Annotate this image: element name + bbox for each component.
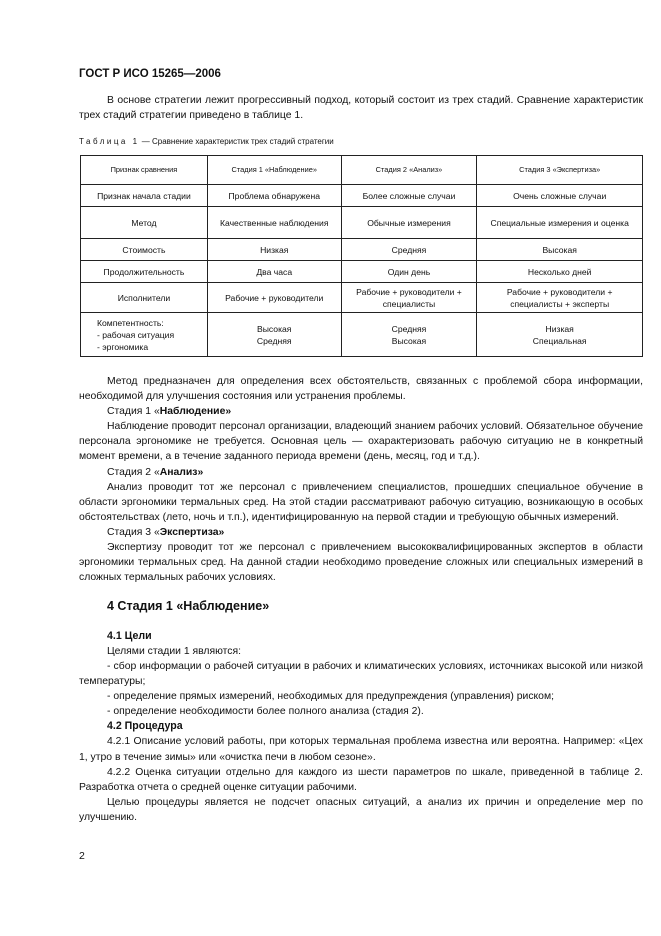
- paragraph: Наблюдение проводит персонал организации, владеющий знанием рабочих условий. Обязательное обучение персонала эргономике не требуется. Основная цель — охарактеризовать рабочую ситуацию не в конкретный момент времени, а в течение заданного периода времени (день, месяц, год и т.д.).: [79, 421, 643, 463]
- table-cell: [81, 313, 208, 357]
- table-cell: Рабочие + руководители: [207, 283, 341, 313]
- table-cell: Низкая: [207, 239, 341, 261]
- table-header: Стадия 1 «Наблюдение»: [207, 156, 341, 185]
- competence-sub: - рабочая ситуация: [97, 329, 175, 340]
- table-cell: Два часа: [207, 261, 341, 283]
- table-cell: [207, 313, 341, 357]
- table-caption: [79, 137, 643, 146]
- list-item: - определение необходимости более полного анализа (стадия 2).: [107, 706, 424, 718]
- body-text: [79, 374, 643, 585]
- paragraph: Анализ проводит тот же персонал с привлечением специалистов, прошедших специальное обучение в области эргономики термальных сред. На этой стадии рассматривают рабочую ситуацию, возникающую в особых обстоятельствах (лето, ночь и т.п.), идентифицированную на первой стадии и требующую обычных измерений.: [79, 481, 643, 523]
- table-cell: Несколько дней: [477, 261, 643, 283]
- table-row: [81, 313, 643, 357]
- table-cell: Метод: [81, 207, 208, 239]
- table-cell: Более сложные случаи: [341, 185, 477, 207]
- document-header: ГОСТ Р ИСО 15265—2006: [79, 68, 221, 80]
- section-4-heading: 4 Стадия 1 «Наблюдение»: [107, 599, 270, 613]
- section-4-1-heading: 4.1 Цели: [107, 630, 152, 642]
- table-caption-text: — Сравнение характеристик трех стадий стратегии: [139, 137, 334, 146]
- paragraph: Экспертизу проводит тот же персонал с привлечением высококвалифицированных экспертов в области эргономики термальных сред. На данной стадии необходимо проведение сложных или специальных измерений в сложных термальных рабочих условиях.: [79, 542, 643, 584]
- stage-2-label: [79, 465, 643, 480]
- cell-line: Низкая: [545, 323, 574, 334]
- table-row: [81, 185, 643, 207]
- table-cell: Стоимость: [81, 239, 208, 261]
- table-cell: [341, 313, 477, 357]
- table-header: Стадия 3 «Экспертиза»: [477, 156, 643, 185]
- table-row: [81, 283, 643, 313]
- table-header: Стадия 2 «Анализ»: [341, 156, 477, 185]
- competence-sub: - эргономика: [97, 341, 149, 352]
- section-4-1: [79, 629, 643, 825]
- table-row: [81, 239, 643, 261]
- stage-prefix: Стадия 1 «: [107, 406, 160, 418]
- table-cell: Исполнители: [81, 283, 208, 313]
- list-item: - сбор информации о рабочей ситуации в рабочих и климатических условиях, источниках высокой или низкой температуры;: [79, 661, 643, 688]
- paragraph: Целями стадии 1 являются:: [107, 646, 241, 657]
- table-header-row: [81, 156, 643, 185]
- cell-line: Средняя: [391, 323, 427, 334]
- table-cell: Рабочие + руководители + специалисты + эксперты: [477, 283, 643, 313]
- table-row: [81, 261, 643, 283]
- paragraph: Метод предназначен для определения всех обстоятельств, связанных с проблемой сбора информации, необходимой для улучшения состояния или устранения проблемы.: [79, 376, 643, 403]
- paragraph: Целью процедуры является не подсчет опасных ситуаций, а анализ их причин и определение мер по улучшению.: [79, 796, 643, 823]
- stage-prefix: Стадия 2 «: [107, 466, 160, 478]
- cell-line: Специальная: [532, 335, 587, 346]
- table-cell: Очень сложные случаи: [477, 185, 643, 207]
- table-cell: Признак начала стадии: [81, 185, 208, 207]
- intro-paragraph: В основе стратегии лежит прогрессивный подход, который состоит из трех стадий. Сравнение характеристик трех стадий стратегии приведено в таблице 1.: [79, 95, 643, 122]
- table-cell: [477, 313, 643, 357]
- list-item: - определение прямых измерений, необходимых для предупреждения (управления) риском;: [107, 691, 554, 703]
- stage-name: Экспертиза»: [159, 526, 225, 538]
- section-4-2-heading: 4.2 Процедура: [107, 720, 183, 733]
- stage-1-label: [79, 404, 643, 419]
- paragraph: 4.2.1 Описание условий работы, при которых термальная проблема известна или вероятна. Например: «Цех 1, утро в течение зимы» или «очистка печи в любом сезоне».: [79, 736, 643, 763]
- table-cell: Продолжительность: [81, 261, 208, 283]
- competence-label: Компетентность:: [97, 317, 164, 328]
- table-cell: Обычные измерения: [341, 207, 477, 239]
- table-cell: Высокая: [477, 239, 643, 261]
- cell-line: Средняя: [256, 335, 292, 346]
- paragraph: 4.2.2 Оценка ситуации отдельно для каждого из шести параметров по шкале, приведенной в таблице 2. Разработка отчета о средней оценке ситуации рабочими.: [79, 766, 643, 793]
- table-caption-prefix: Таблица 1: [79, 137, 140, 146]
- comparison-table: [80, 155, 643, 357]
- table-header: Признак сравнения: [81, 156, 208, 185]
- page-number: 2: [79, 850, 85, 862]
- table-cell: Специальные измерения и оценка: [477, 207, 643, 239]
- stage-name: Наблюдение»: [159, 406, 232, 418]
- cell-line: Высокая: [391, 335, 427, 346]
- stage-prefix: Стадия 3 «: [107, 526, 160, 538]
- stage-3-label: [79, 525, 643, 540]
- table-cell: Средняя: [341, 239, 477, 261]
- table-cell: Один день: [341, 261, 477, 283]
- table-row: [81, 207, 643, 239]
- table-cell: Качественные наблюдения: [207, 207, 341, 239]
- table-cell: Рабочие + руководители + специалисты: [341, 283, 477, 313]
- stage-name: Анализ»: [159, 466, 204, 478]
- table-cell: Проблема обнаружена: [207, 185, 341, 207]
- cell-line: Высокая: [257, 323, 292, 334]
